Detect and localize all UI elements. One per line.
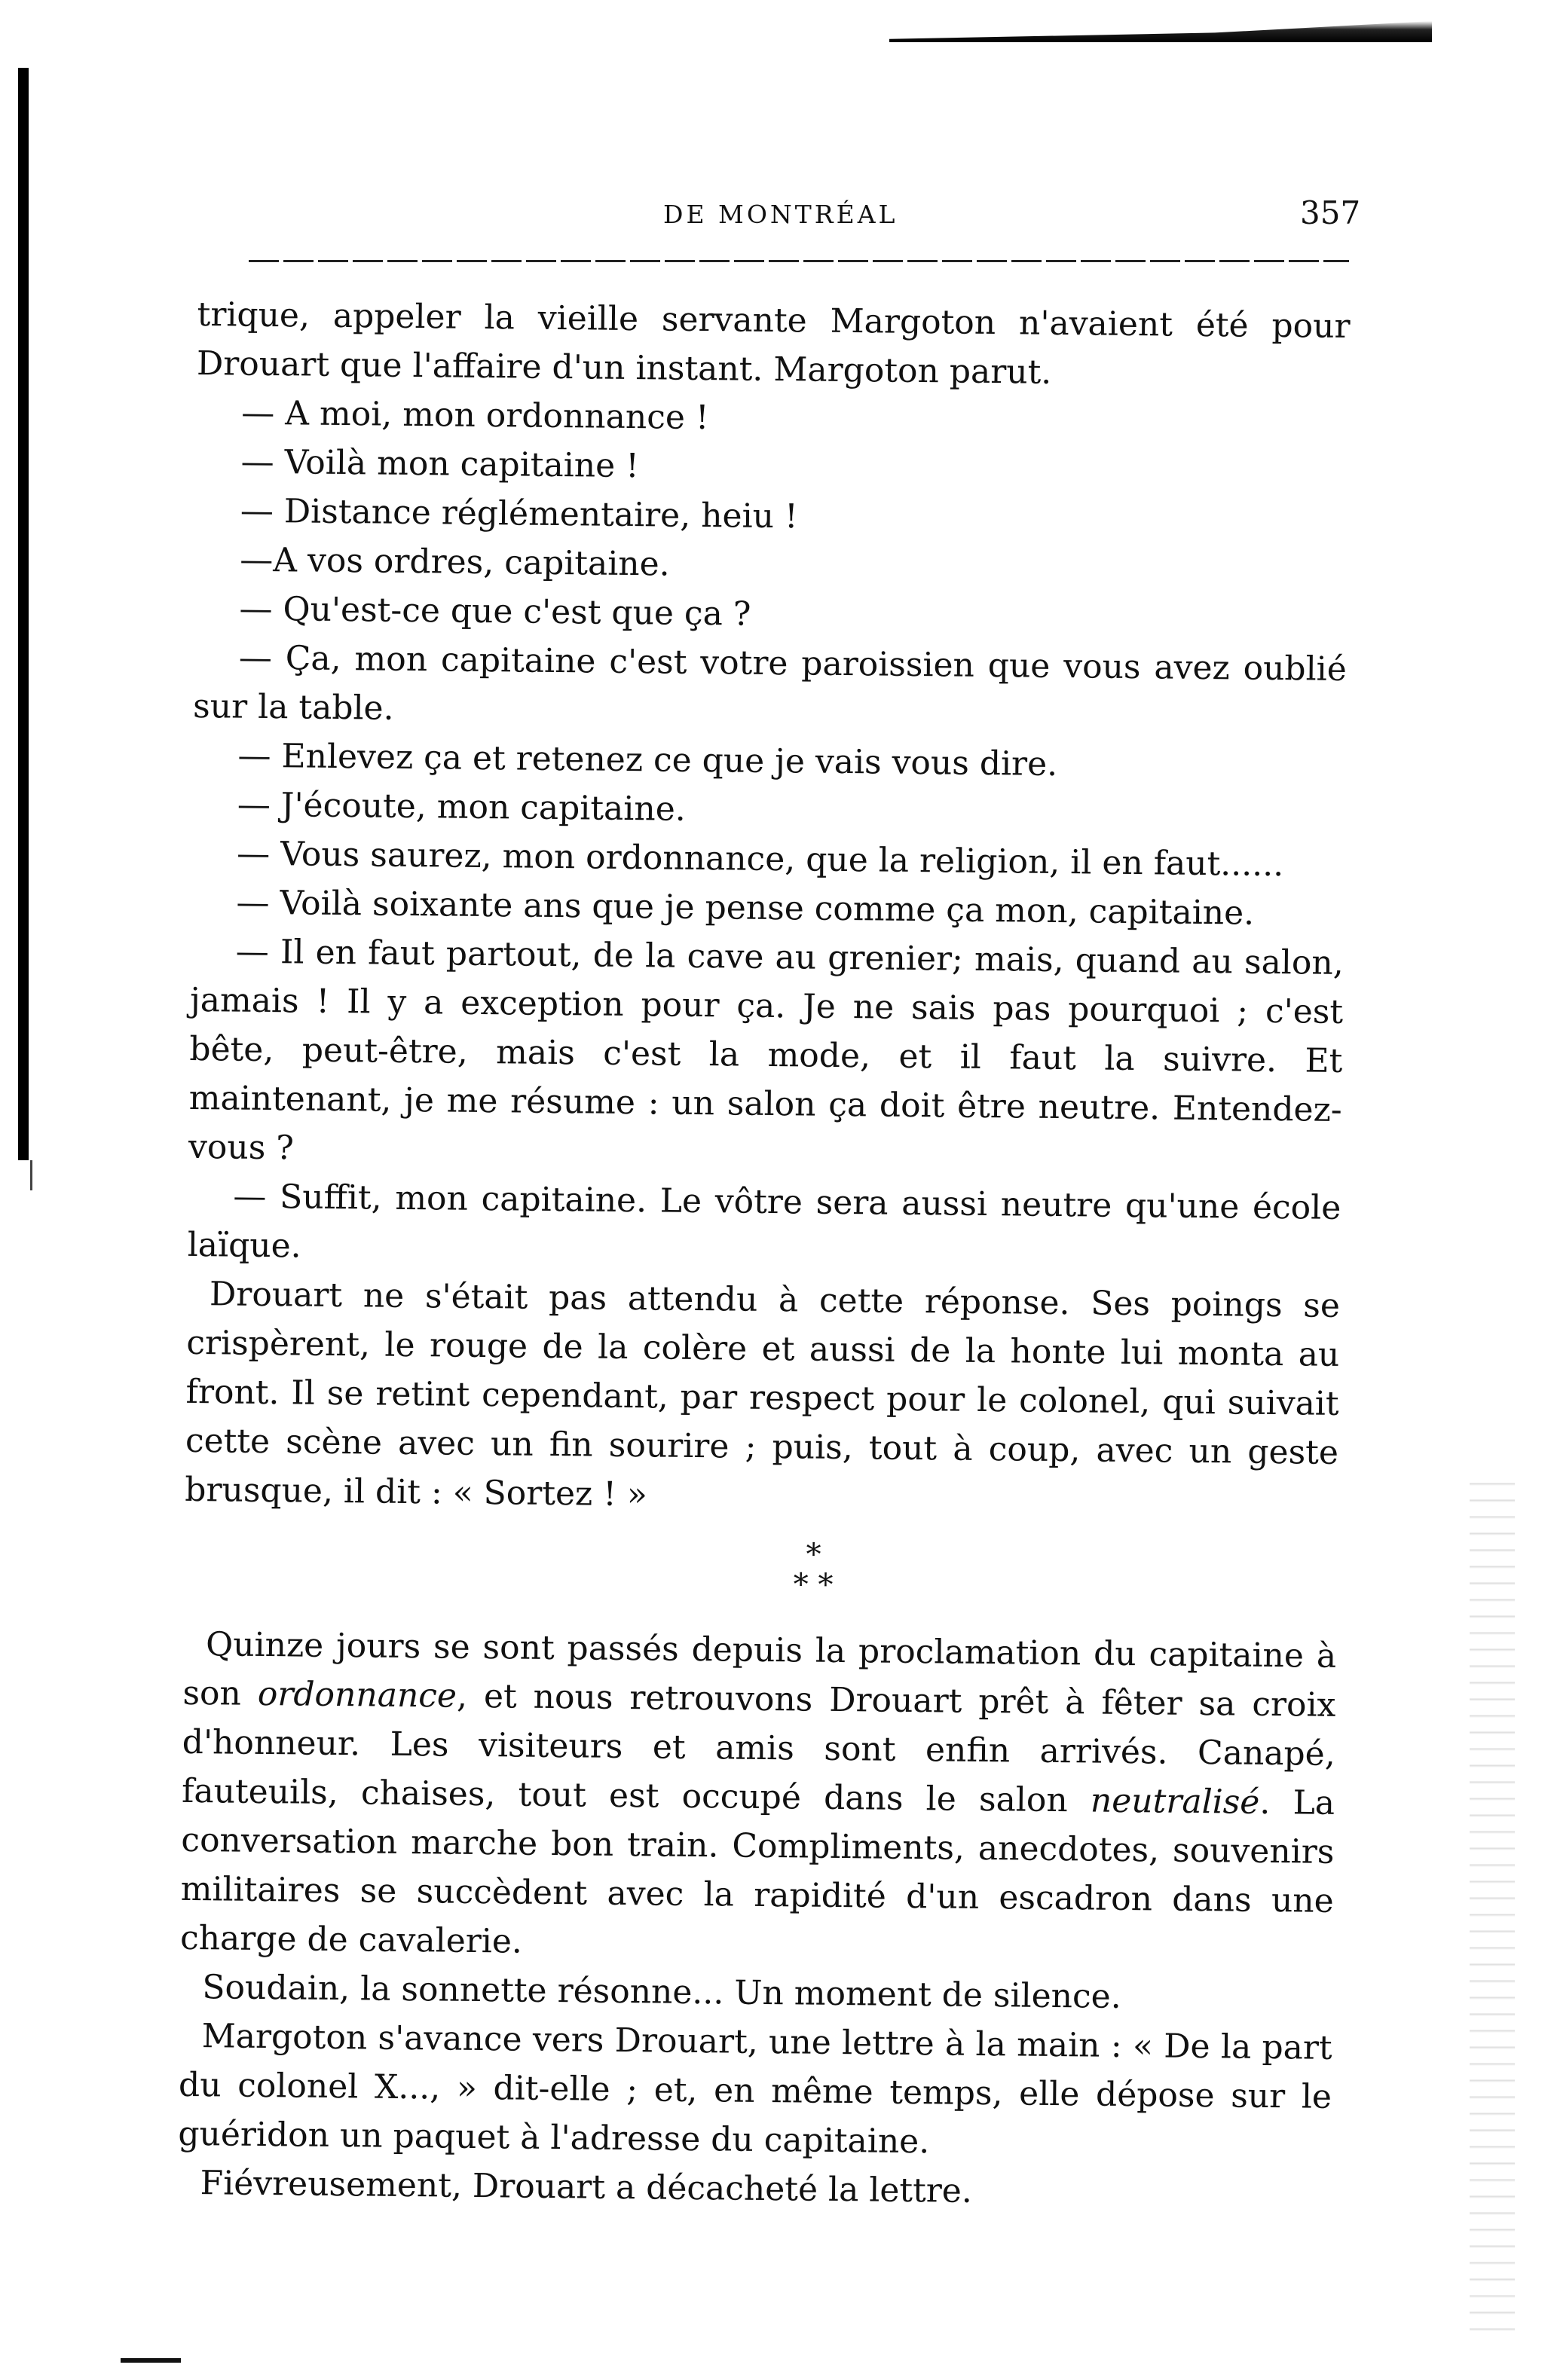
- dialogue-line: —A vos ordres, capitaine.: [239, 540, 670, 584]
- running-head: DE MONTRÉAL: [663, 200, 898, 229]
- scan-artifact-right-edge: [1470, 1469, 1515, 2336]
- italic-text: ordonnance: [257, 1674, 457, 1715]
- paragraph: Soudain, la sonnette résonne... Un moment de silence.: [202, 1968, 1121, 2016]
- paragraph: Drouart ne s'était pas attendu à cette réponse. Ses poings se crispèrent, le rouge de la colère et aussi de la honte lui monta au front. Il se retint cependant, par respect pour le colonel, qui suivait cette scène avec un fin sourire ; puis, tout à coup, avec un geste brusque, il dit : « Sortez ! »: [185, 1275, 1341, 1514]
- page-number: 357: [1300, 194, 1361, 231]
- scan-artifact-left-mark: [30, 1160, 32, 1190]
- asterism-bottom: * *: [793, 1567, 834, 1602]
- dialogue-line: — Il en faut partout, de la cave au grenier; mais, quand au salon, jamais ! Il y a exception pour ça. Je ne sais pas pourquoi ; c'est bête, peut-être, mais c'est la mode, et il faut la suivre. Et maintenant, je me résume : un salon ça doit être neutre. Entendez-vous ?: [188, 932, 1344, 1168]
- header-rule: [249, 260, 1349, 262]
- dialogue-line: — Vous saurez, mon ordonnance, que la religion, il en faut......: [236, 834, 1284, 884]
- paragraph: Margoton s'avance vers Drouart, une lettre à la main : « De la part du colonel X..., » dit-elle ; et, en même temps, elle dépose sur le guéridon un paquet à l'adresse du capitaine.: [178, 2017, 1332, 2162]
- scan-artifact-bottom-mark: [121, 2358, 181, 2363]
- paragraph: Fiévreusement, Drouart a décacheté la lettre.: [200, 2164, 973, 2210]
- scan-artifact-left-edge: [18, 68, 29, 1160]
- dialogue-line: — J'écoute, mon capitaine.: [237, 785, 687, 829]
- dialogue-line: — Suffit, mon capitaine. Le vôtre sera aussi neutre qu'une école laïque.: [187, 1177, 1341, 1266]
- dialogue-line: — A moi, mon ordonnance !: [241, 393, 709, 438]
- section-asterism: [184, 1533, 1338, 1606]
- page-text: [177, 290, 1351, 2220]
- text-run: Quinze jours se sont passés depuis la proclamation du capitaine à son: [182, 1625, 1337, 1713]
- italic-text: neutralisé: [1090, 1781, 1260, 1822]
- asterism-top: *: [806, 1537, 821, 1572]
- dialogue-line: — Enlevez ça et retenez ce que je vais vous dire.: [237, 736, 1058, 784]
- text-run: , et nous retrouvons Drouart prêt à fêter sa croix d'honneur. Les visiteurs et amis sont enfin arrivés. Canapé, fauteuils, chaises, tout est occupé dans le salon: [181, 1676, 1336, 1820]
- dialogue-line: — Distance réglémentaire, heiu !: [240, 491, 798, 536]
- paragraph: trique, appeler la vieille servante Margoton n'avaient été pour Drouart que l'affaire d'un instant. Margoton parut.: [196, 295, 1351, 392]
- scan-artifact-top: [889, 21, 1432, 42]
- dialogue-line: — Voilà mon capitaine !: [240, 442, 640, 486]
- dialogue-line: — Qu'est-ce que c'est que ça ?: [239, 589, 751, 634]
- paragraph: [180, 1620, 1337, 1975]
- dialogue-line: — Voilà soixante ans que je pense comme ça mon, capitaine.: [236, 883, 1255, 933]
- text-run: . La conversation marche bon train. Compliments, anecdotes, souvenirs militaires se succèdent avec la rapidité d'un escadron dans une charge de cavalerie.: [179, 1783, 1335, 1961]
- dialogue-line: — Ça, mon capitaine c'est votre paroissien que vous avez oublié sur la table.: [192, 638, 1348, 728]
